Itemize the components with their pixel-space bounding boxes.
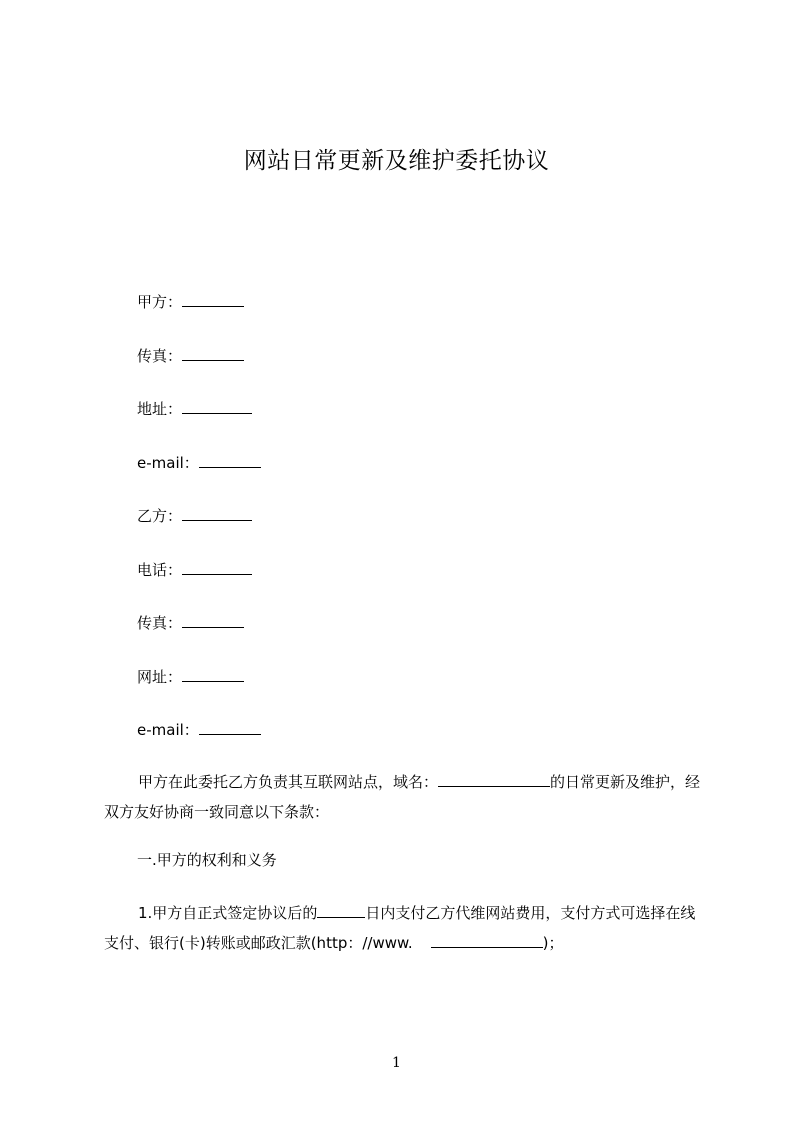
days-blank: [317, 902, 365, 918]
field-phone: [137, 559, 252, 580]
domain-blank: [438, 771, 550, 787]
field-email-b: [137, 719, 261, 740]
field-address: [137, 398, 252, 419]
blank-line: [182, 612, 244, 628]
blank-line: [182, 345, 244, 361]
field-label: 网址：: [137, 668, 183, 686]
field-party-b: [137, 505, 252, 526]
field-label: e-mail：: [137, 454, 199, 472]
field-party-a: [137, 291, 244, 312]
field-label: 地址：: [137, 400, 183, 418]
field-fax-a: [137, 345, 244, 366]
blank-line: [182, 505, 252, 521]
intro-paragraph: 甲方在此委托乙方负责其互联网站点，域名： 的日常更新及维护，经双方友好协商一致同意以下条款：: [104, 773, 701, 821]
field-label: 传真：: [137, 347, 183, 365]
field-label: 乙方：: [137, 507, 183, 525]
field-fax-b: [137, 612, 244, 633]
field-website: [137, 666, 244, 687]
blank-line: [182, 398, 252, 414]
field-label: 传真：: [137, 614, 183, 632]
field-email-a: [137, 452, 261, 473]
field-label: 电话：: [137, 561, 183, 579]
blank-line: [182, 666, 244, 682]
document-title: 网站日常更新及维护委托协议: [243, 148, 550, 174]
blank-line: [199, 719, 261, 735]
clause-1: 1.甲方自正式签定协议后的 日内支付乙方代维网站费用，支付方式可选择在线支付、银行(卡)转账或邮政汇款(http：//www. )；: [104, 904, 696, 952]
page-number: 1: [392, 1055, 401, 1071]
section-heading: 一.甲方的权利和义务: [137, 851, 277, 869]
blank-line: [182, 559, 252, 575]
field-label: e-mail：: [137, 721, 199, 739]
url-blank: [431, 932, 543, 948]
blank-line: [182, 291, 244, 307]
field-label: 甲方：: [137, 293, 183, 311]
blank-line: [199, 452, 261, 468]
